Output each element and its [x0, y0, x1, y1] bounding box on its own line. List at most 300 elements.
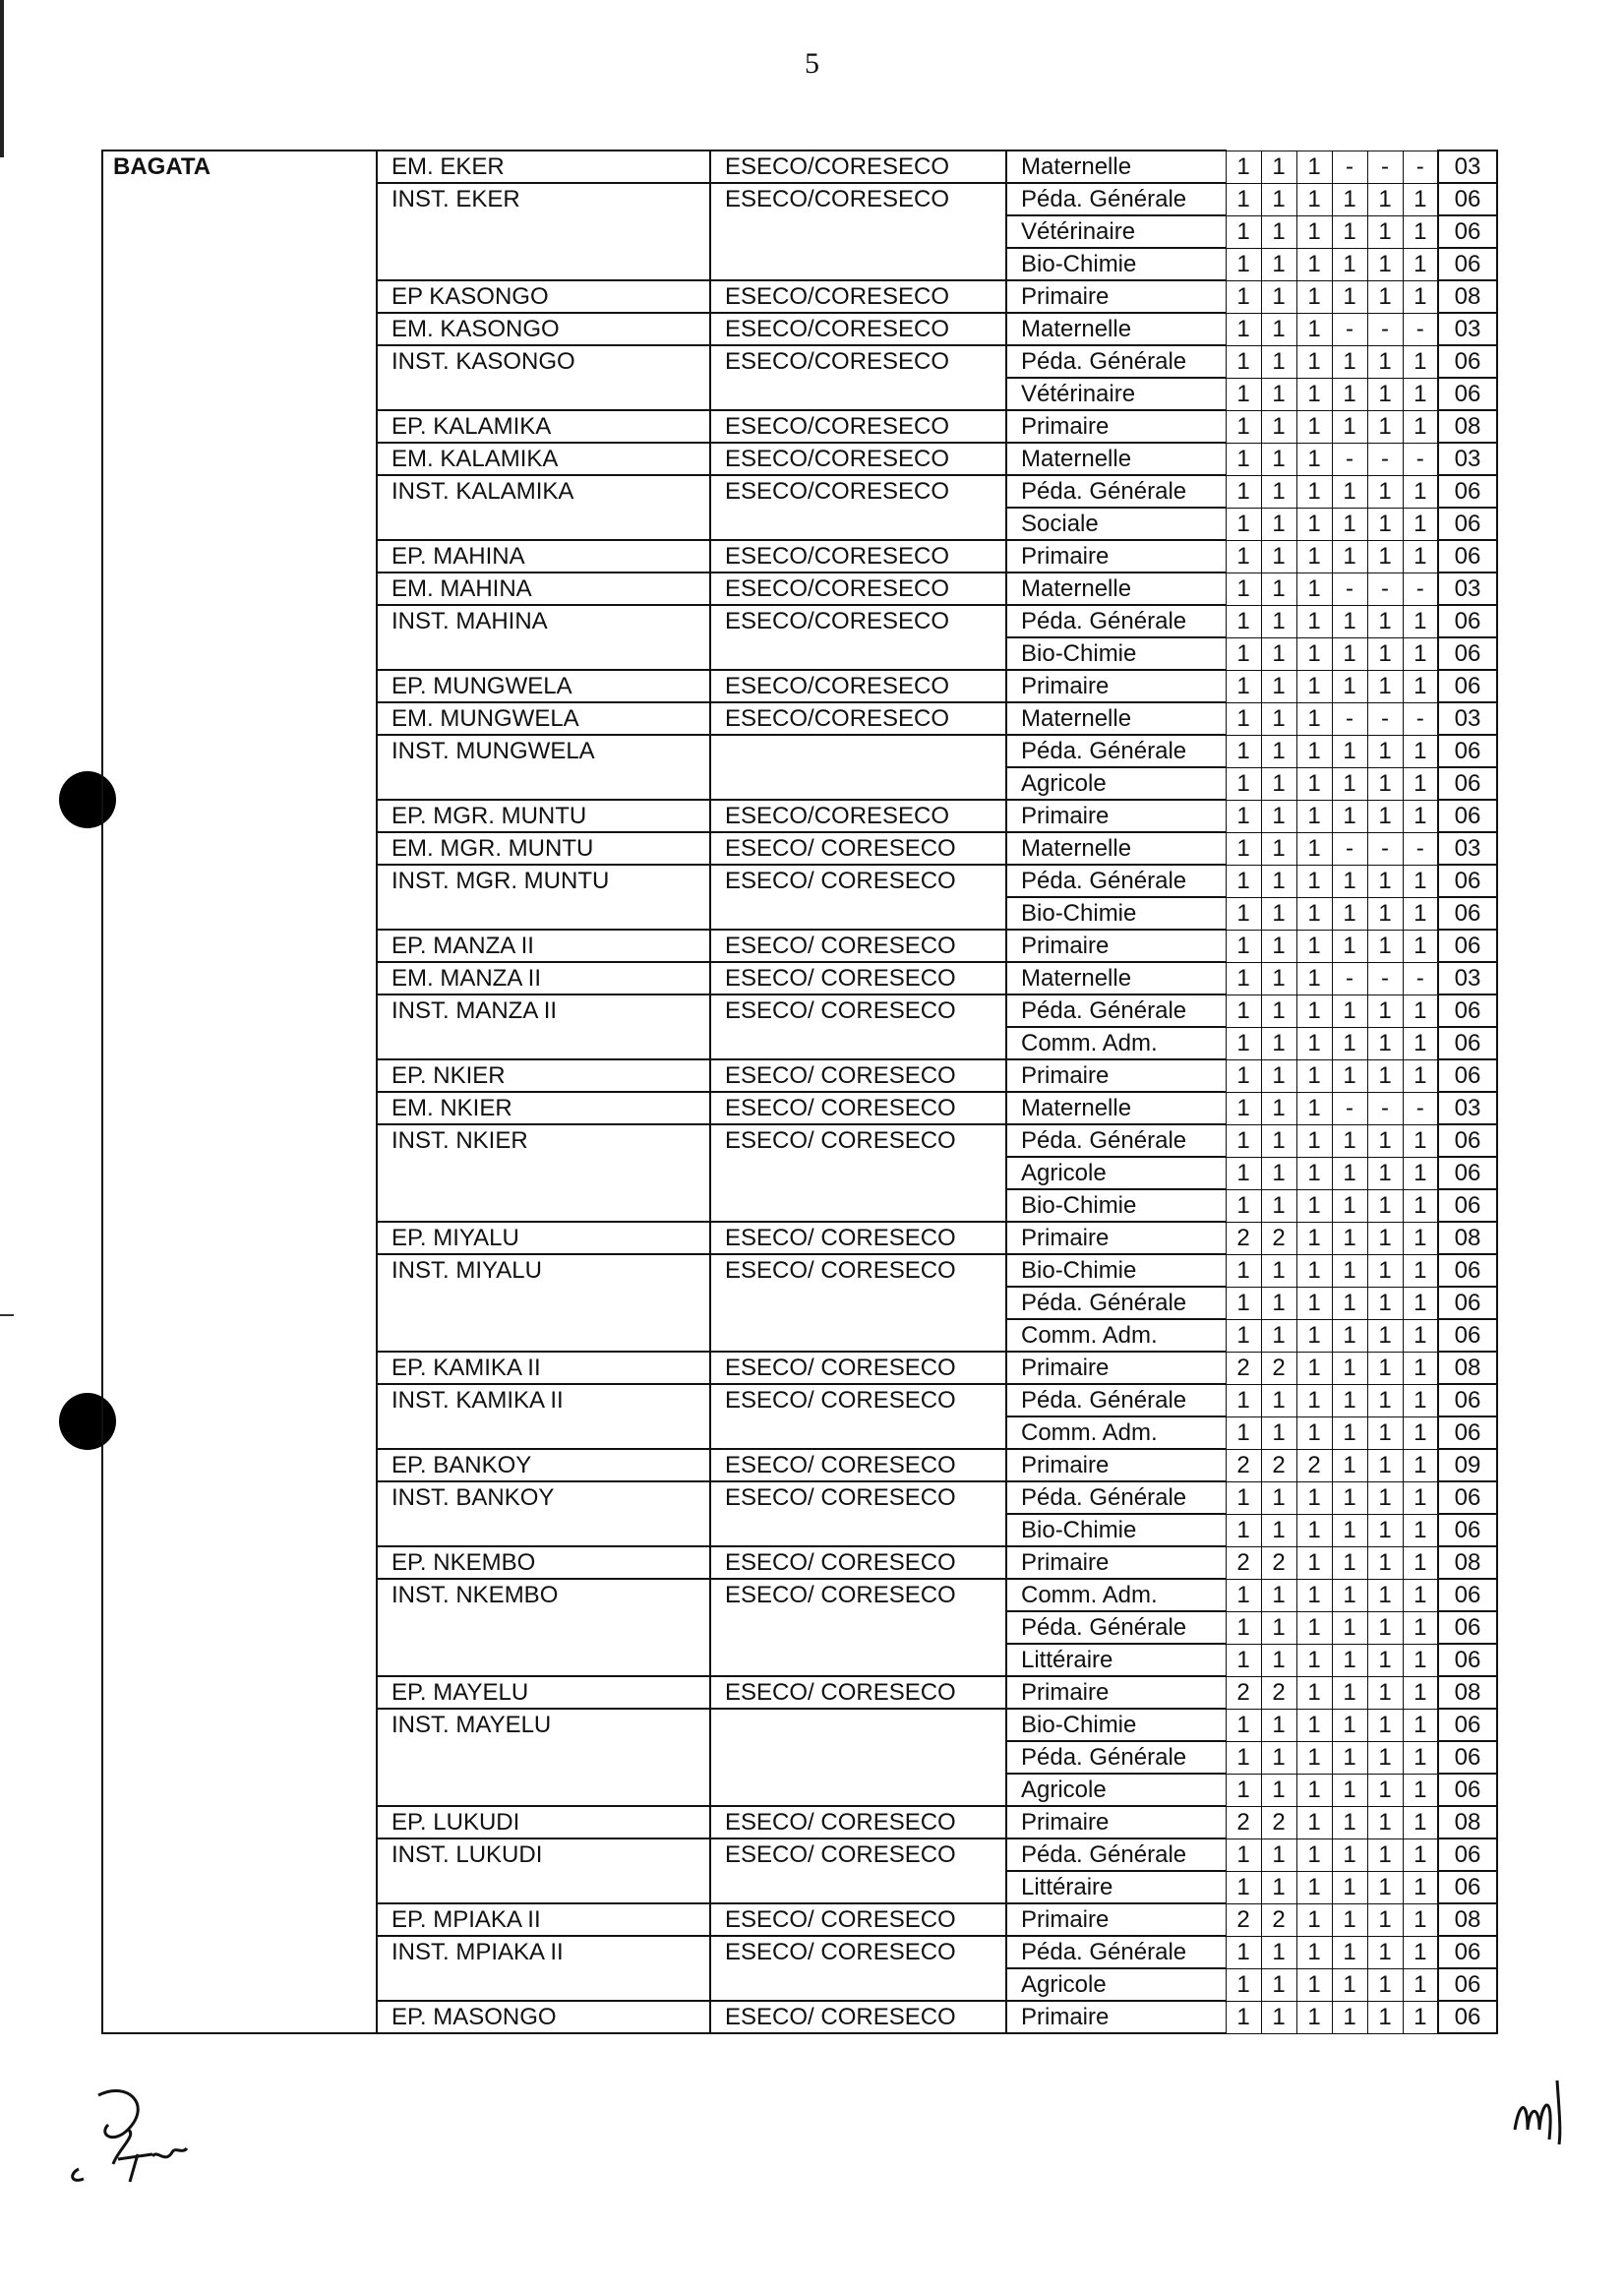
- class-count-cell: 2: [1261, 1222, 1296, 1254]
- class-count-cell: 1: [1296, 1092, 1332, 1124]
- class-count-cell: 1: [1226, 508, 1261, 540]
- class-count-cell: 1: [1226, 1579, 1261, 1611]
- class-count-cell: 1: [1403, 183, 1438, 215]
- class-count-cell: 1: [1332, 1481, 1367, 1514]
- school-name: EM. MGR. MUNTU: [377, 832, 710, 865]
- class-count-cell: 1: [1261, 1709, 1296, 1741]
- class-count-cell: 1: [1367, 215, 1403, 248]
- class-count-cell: 1: [1332, 248, 1367, 280]
- class-count-cell: 1: [1296, 280, 1332, 313]
- option-name: Péda. Générale: [1006, 475, 1226, 508]
- class-count-cell: 1: [1403, 1709, 1438, 1741]
- total-cell: 03: [1438, 313, 1497, 345]
- managing-body: ESECO/CORESECO: [710, 151, 1006, 183]
- managing-body: ESECO/ CORESECO: [710, 2001, 1006, 2033]
- class-count-cell: 1: [1332, 897, 1367, 930]
- class-count-cell: 1: [1403, 767, 1438, 800]
- class-count-cell: 1: [1296, 1319, 1332, 1352]
- class-count-cell: 1: [1296, 800, 1332, 832]
- class-count-cell: -: [1367, 313, 1403, 345]
- class-count-cell: 1: [1226, 1319, 1261, 1352]
- option-name: Vétérinaire: [1006, 215, 1226, 248]
- class-count-cell: -: [1332, 151, 1367, 183]
- class-count-cell: 1: [1226, 410, 1261, 443]
- class-count-cell: 1: [1403, 1611, 1438, 1644]
- class-count-cell: 2: [1261, 1903, 1296, 1936]
- option-name: Vétérinaire: [1006, 378, 1226, 410]
- class-count-cell: 1: [1367, 1384, 1403, 1416]
- class-count-cell: 1: [1261, 1092, 1296, 1124]
- managing-body: ESECO/ CORESECO: [710, 865, 1006, 930]
- class-count-cell: 1: [1367, 1741, 1403, 1774]
- class-count-cell: 1: [1367, 475, 1403, 508]
- class-count-cell: 1: [1332, 1384, 1367, 1416]
- option-name: Péda. Générale: [1006, 1741, 1226, 1774]
- class-count-cell: 1: [1296, 1774, 1332, 1806]
- total-cell: 08: [1438, 1546, 1497, 1579]
- class-count-cell: 1: [1296, 1644, 1332, 1676]
- class-count-cell: 1: [1332, 345, 1367, 378]
- school-name: EP. MIYALU: [377, 1222, 710, 1254]
- class-count-cell: 1: [1403, 345, 1438, 378]
- school-name: EM. EKER: [377, 151, 710, 183]
- class-count-cell: 1: [1261, 930, 1296, 962]
- roster-body: [102, 151, 1497, 2033]
- class-count-cell: 1: [1261, 1481, 1296, 1514]
- total-cell: 06: [1438, 1027, 1497, 1059]
- school-name: EP. MPIAKA II: [377, 1903, 710, 1936]
- class-count-cell: 1: [1296, 1124, 1332, 1157]
- total-cell: 06: [1438, 670, 1497, 702]
- school-name: EM. MUNGWELA: [377, 702, 710, 735]
- class-count-cell: 1: [1367, 1903, 1403, 1936]
- managing-body: ESECO/CORESECO: [710, 443, 1006, 475]
- class-count-cell: 1: [1261, 735, 1296, 767]
- class-count-cell: 1: [1226, 1514, 1261, 1546]
- class-count-cell: 1: [1296, 183, 1332, 215]
- total-cell: 06: [1438, 605, 1497, 637]
- class-count-cell: 1: [1296, 2001, 1332, 2033]
- class-count-cell: 1: [1332, 280, 1367, 313]
- class-count-cell: 1: [1367, 1222, 1403, 1254]
- option-name: Agricole: [1006, 1968, 1226, 2001]
- option-name: Primaire: [1006, 1059, 1226, 1092]
- class-count-cell: 1: [1367, 508, 1403, 540]
- total-cell: 06: [1438, 345, 1497, 378]
- class-count-cell: 1: [1332, 215, 1367, 248]
- option-name: Péda. Générale: [1006, 1124, 1226, 1157]
- school-name: EM. KASONGO: [377, 313, 710, 345]
- class-count-cell: 1: [1261, 832, 1296, 865]
- school-name: INST. MIYALU: [377, 1254, 710, 1352]
- school-name: INST. MAHINA: [377, 605, 710, 670]
- class-count-cell: 1: [1403, 1319, 1438, 1352]
- class-count-cell: 1: [1261, 313, 1296, 345]
- school-name: EM. MAHINA: [377, 572, 710, 605]
- class-count-cell: 1: [1332, 378, 1367, 410]
- class-count-cell: -: [1332, 832, 1367, 865]
- school-name: EP. MUNGWELA: [377, 670, 710, 702]
- class-count-cell: 1: [1261, 800, 1296, 832]
- class-count-cell: 1: [1261, 1936, 1296, 1968]
- class-count-cell: 1: [1403, 508, 1438, 540]
- class-count-cell: 1: [1367, 1124, 1403, 1157]
- total-cell: 06: [1438, 1838, 1497, 1871]
- total-cell: 06: [1438, 1579, 1497, 1611]
- option-name: Primaire: [1006, 1222, 1226, 1254]
- class-count-cell: 1: [1296, 572, 1332, 605]
- school-name: INST. MAYELU: [377, 1709, 710, 1806]
- class-count-cell: 1: [1261, 1416, 1296, 1449]
- class-count-cell: 2: [1261, 1546, 1296, 1579]
- class-count-cell: 1: [1332, 1644, 1367, 1676]
- option-name: Primaire: [1006, 1352, 1226, 1384]
- class-count-cell: -: [1403, 313, 1438, 345]
- class-count-cell: 1: [1261, 1384, 1296, 1416]
- class-count-cell: 1: [1261, 183, 1296, 215]
- class-count-cell: 1: [1296, 1936, 1332, 1968]
- class-count-cell: 1: [1226, 735, 1261, 767]
- class-count-cell: 1: [1296, 248, 1332, 280]
- class-count-cell: 1: [1296, 1287, 1332, 1319]
- class-count-cell: 1: [1296, 962, 1332, 994]
- class-count-cell: 1: [1403, 1222, 1438, 1254]
- class-count-cell: 1: [1261, 702, 1296, 735]
- option-name: Maternelle: [1006, 572, 1226, 605]
- option-name: Péda. Générale: [1006, 345, 1226, 378]
- managing-body: ESECO/ CORESECO: [710, 1352, 1006, 1384]
- class-count-cell: 1: [1403, 1936, 1438, 1968]
- class-count-cell: 1: [1261, 1027, 1296, 1059]
- class-count-cell: 2: [1226, 1449, 1261, 1481]
- class-count-cell: 1: [1226, 215, 1261, 248]
- class-count-cell: 1: [1403, 1059, 1438, 1092]
- class-count-cell: 1: [1332, 670, 1367, 702]
- class-count-cell: 1: [1332, 540, 1367, 572]
- class-count-cell: 1: [1226, 1254, 1261, 1287]
- class-count-cell: 1: [1296, 1027, 1332, 1059]
- school-name: INST. KAMIKA II: [377, 1384, 710, 1449]
- class-count-cell: 1: [1296, 1676, 1332, 1709]
- class-count-cell: 1: [1261, 1514, 1296, 1546]
- class-count-cell: 1: [1367, 800, 1403, 832]
- class-count-cell: 1: [1296, 702, 1332, 735]
- option-name: Primaire: [1006, 930, 1226, 962]
- managing-body: ESECO/CORESECO: [710, 345, 1006, 410]
- total-cell: 06: [1438, 1189, 1497, 1222]
- class-count-cell: 1: [1367, 767, 1403, 800]
- option-name: Maternelle: [1006, 702, 1226, 735]
- class-count-cell: 1: [1261, 475, 1296, 508]
- class-count-cell: 1: [1403, 1449, 1438, 1481]
- class-count-cell: 1: [1332, 1319, 1367, 1352]
- managing-body: ESECO/ CORESECO: [710, 1546, 1006, 1579]
- option-name: Péda. Générale: [1006, 605, 1226, 637]
- class-count-cell: 1: [1226, 2001, 1261, 2033]
- school-name: INST. KASONGO: [377, 345, 710, 410]
- option-name: Primaire: [1006, 2001, 1226, 2033]
- class-count-cell: 1: [1403, 1287, 1438, 1319]
- class-count-cell: 1: [1296, 151, 1332, 183]
- class-count-cell: -: [1403, 572, 1438, 605]
- total-cell: 06: [1438, 1871, 1497, 1903]
- class-count-cell: 1: [1403, 1514, 1438, 1546]
- class-count-cell: 1: [1226, 1644, 1261, 1676]
- class-count-cell: 1: [1226, 345, 1261, 378]
- managing-body: ESECO/CORESECO: [710, 670, 1006, 702]
- class-count-cell: 1: [1332, 1838, 1367, 1871]
- class-count-cell: 2: [1226, 1903, 1261, 1936]
- total-cell: 06: [1438, 248, 1497, 280]
- class-count-cell: 1: [1296, 508, 1332, 540]
- class-count-cell: 1: [1296, 1709, 1332, 1741]
- school-name: INST. KALAMIKA: [377, 475, 710, 540]
- class-count-cell: 1: [1403, 1124, 1438, 1157]
- total-cell: 08: [1438, 280, 1497, 313]
- total-cell: 03: [1438, 1092, 1497, 1124]
- class-count-cell: 1: [1261, 1059, 1296, 1092]
- class-count-cell: 1: [1226, 637, 1261, 670]
- managing-body: ESECO/CORESECO: [710, 313, 1006, 345]
- class-count-cell: -: [1367, 443, 1403, 475]
- class-count-cell: 1: [1226, 1709, 1261, 1741]
- class-count-cell: 1: [1403, 1644, 1438, 1676]
- class-count-cell: 1: [1332, 1059, 1367, 1092]
- total-cell: 06: [1438, 1319, 1497, 1352]
- class-count-cell: 1: [1367, 1546, 1403, 1579]
- managing-body: ESECO/ CORESECO: [710, 832, 1006, 865]
- total-cell: 06: [1438, 1514, 1497, 1546]
- class-count-cell: 1: [1261, 1287, 1296, 1319]
- class-count-cell: 1: [1296, 1384, 1332, 1416]
- total-cell: 06: [1438, 508, 1497, 540]
- class-count-cell: 1: [1296, 1806, 1332, 1838]
- class-count-cell: 1: [1403, 1384, 1438, 1416]
- class-count-cell: 1: [1332, 605, 1367, 637]
- class-count-cell: 1: [1403, 735, 1438, 767]
- total-cell: 03: [1438, 702, 1497, 735]
- managing-body: ESECO/ CORESECO: [710, 1838, 1006, 1903]
- class-count-cell: 1: [1296, 865, 1332, 897]
- school-name: INST. NKEMBO: [377, 1579, 710, 1676]
- class-count-cell: 1: [1332, 1124, 1367, 1157]
- class-count-cell: 1: [1261, 151, 1296, 183]
- total-cell: 06: [1438, 767, 1497, 800]
- class-count-cell: 1: [1403, 2001, 1438, 2033]
- class-count-cell: 2: [1226, 1546, 1261, 1579]
- class-count-cell: 1: [1226, 1741, 1261, 1774]
- class-count-cell: 1: [1332, 410, 1367, 443]
- class-count-cell: 1: [1332, 183, 1367, 215]
- school-name: EP. MANZA II: [377, 930, 710, 962]
- class-count-cell: 1: [1403, 1579, 1438, 1611]
- class-count-cell: 1: [1332, 1903, 1367, 1936]
- school-name: INST. MANZA II: [377, 994, 710, 1059]
- school-name: INST. EKER: [377, 183, 710, 280]
- class-count-cell: 1: [1403, 994, 1438, 1027]
- class-count-cell: 1: [1367, 1027, 1403, 1059]
- class-count-cell: 1: [1296, 605, 1332, 637]
- total-cell: 06: [1438, 1741, 1497, 1774]
- option-name: Bio-Chimie: [1006, 248, 1226, 280]
- class-count-cell: 1: [1403, 930, 1438, 962]
- class-count-cell: 1: [1332, 1546, 1367, 1579]
- class-count-cell: 1: [1226, 1384, 1261, 1416]
- class-count-cell: 1: [1296, 1611, 1332, 1644]
- class-count-cell: 1: [1296, 1903, 1332, 1936]
- option-name: Primaire: [1006, 280, 1226, 313]
- class-count-cell: 1: [1226, 897, 1261, 930]
- class-count-cell: 1: [1367, 2001, 1403, 2033]
- class-count-cell: 1: [1226, 1189, 1261, 1222]
- total-cell: 06: [1438, 1709, 1497, 1741]
- total-cell: 06: [1438, 1059, 1497, 1092]
- school-roster-table: [101, 150, 1498, 2034]
- total-cell: 06: [1438, 378, 1497, 410]
- school-name: EP. MASONGO: [377, 2001, 710, 2033]
- total-cell: 06: [1438, 1774, 1497, 1806]
- school-name: EP. MAYELU: [377, 1676, 710, 1709]
- class-count-cell: 1: [1332, 1709, 1367, 1741]
- class-count-cell: -: [1403, 702, 1438, 735]
- class-count-cell: -: [1332, 572, 1367, 605]
- class-count-cell: 1: [1261, 443, 1296, 475]
- managing-body: ESECO/ CORESECO: [710, 1124, 1006, 1222]
- class-count-cell: 1: [1332, 735, 1367, 767]
- option-name: Comm. Adm.: [1006, 1579, 1226, 1611]
- managing-body: [710, 1709, 1006, 1806]
- class-count-cell: 1: [1261, 865, 1296, 897]
- class-count-cell: 1: [1226, 280, 1261, 313]
- total-cell: 08: [1438, 1806, 1497, 1838]
- option-name: Agricole: [1006, 767, 1226, 800]
- option-name: Maternelle: [1006, 443, 1226, 475]
- option-name: Péda. Générale: [1006, 1611, 1226, 1644]
- option-name: Bio-Chimie: [1006, 1254, 1226, 1287]
- class-count-cell: 1: [1403, 1871, 1438, 1903]
- class-count-cell: 1: [1403, 1903, 1438, 1936]
- total-cell: 06: [1438, 1936, 1497, 1968]
- class-count-cell: 1: [1367, 1774, 1403, 1806]
- class-count-cell: 1: [1296, 735, 1332, 767]
- option-name: Maternelle: [1006, 962, 1226, 994]
- class-count-cell: 1: [1261, 767, 1296, 800]
- managing-body: ESECO/ CORESECO: [710, 1384, 1006, 1449]
- class-count-cell: 1: [1226, 1092, 1261, 1124]
- page-edge-mark: [0, 0, 4, 157]
- handwritten-signature-left: [59, 2076, 216, 2184]
- managing-body: ESECO/ CORESECO: [710, 994, 1006, 1059]
- class-count-cell: 2: [1226, 1676, 1261, 1709]
- class-count-cell: 1: [1367, 1157, 1403, 1189]
- class-count-cell: 1: [1261, 248, 1296, 280]
- class-count-cell: 1: [1226, 1871, 1261, 1903]
- class-count-cell: 1: [1367, 1514, 1403, 1546]
- total-cell: 06: [1438, 183, 1497, 215]
- managing-body: ESECO/CORESECO: [710, 280, 1006, 313]
- school-name: EM. MANZA II: [377, 962, 710, 994]
- class-count-cell: 1: [1332, 1222, 1367, 1254]
- option-name: Primaire: [1006, 540, 1226, 572]
- managing-body: ESECO/ CORESECO: [710, 1254, 1006, 1352]
- managing-body: ESECO/CORESECO: [710, 572, 1006, 605]
- class-count-cell: 1: [1261, 1741, 1296, 1774]
- total-cell: 03: [1438, 151, 1497, 183]
- managing-body: ESECO/CORESECO: [710, 800, 1006, 832]
- class-count-cell: -: [1367, 1092, 1403, 1124]
- managing-body: ESECO/CORESECO: [710, 183, 1006, 280]
- class-count-cell: 1: [1332, 800, 1367, 832]
- managing-body: ESECO/ CORESECO: [710, 1676, 1006, 1709]
- managing-body: [710, 735, 1006, 800]
- class-count-cell: 1: [1367, 1871, 1403, 1903]
- class-count-cell: 1: [1403, 410, 1438, 443]
- option-name: Littéraire: [1006, 1644, 1226, 1676]
- total-cell: 06: [1438, 540, 1497, 572]
- class-count-cell: 1: [1296, 1546, 1332, 1579]
- class-count-cell: 1: [1403, 800, 1438, 832]
- class-count-cell: 1: [1403, 1352, 1438, 1384]
- class-count-cell: 1: [1367, 897, 1403, 930]
- class-count-cell: 1: [1226, 1027, 1261, 1059]
- option-name: Sociale: [1006, 508, 1226, 540]
- total-cell: 06: [1438, 215, 1497, 248]
- class-count-cell: -: [1332, 443, 1367, 475]
- class-count-cell: 1: [1296, 930, 1332, 962]
- option-name: Maternelle: [1006, 151, 1226, 183]
- managing-body: ESECO/ CORESECO: [710, 1092, 1006, 1124]
- option-name: Primaire: [1006, 1546, 1226, 1579]
- class-count-cell: -: [1367, 151, 1403, 183]
- class-count-cell: 1: [1296, 1059, 1332, 1092]
- class-count-cell: 1: [1296, 215, 1332, 248]
- class-count-cell: 1: [1332, 767, 1367, 800]
- class-count-cell: 1: [1367, 410, 1403, 443]
- option-name: Agricole: [1006, 1157, 1226, 1189]
- class-count-cell: 1: [1403, 1481, 1438, 1514]
- class-count-cell: 1: [1367, 1059, 1403, 1092]
- class-count-cell: 2: [1261, 1449, 1296, 1481]
- class-count-cell: 1: [1403, 1968, 1438, 2001]
- managing-body: ESECO/CORESECO: [710, 410, 1006, 443]
- option-name: Péda. Générale: [1006, 1287, 1226, 1319]
- fold-mark: [0, 1314, 14, 1316]
- school-name: EP. KAMIKA II: [377, 1352, 710, 1384]
- option-name: Primaire: [1006, 670, 1226, 702]
- class-count-cell: -: [1332, 1092, 1367, 1124]
- class-count-cell: 1: [1367, 637, 1403, 670]
- class-count-cell: -: [1403, 151, 1438, 183]
- class-count-cell: 1: [1367, 1806, 1403, 1838]
- total-cell: 06: [1438, 800, 1497, 832]
- school-name: INST. LUKUDI: [377, 1838, 710, 1903]
- class-count-cell: 1: [1226, 540, 1261, 572]
- class-count-cell: 2: [1226, 1806, 1261, 1838]
- class-count-cell: 1: [1226, 605, 1261, 637]
- option-name: Péda. Générale: [1006, 994, 1226, 1027]
- class-count-cell: 1: [1403, 248, 1438, 280]
- class-count-cell: 1: [1226, 702, 1261, 735]
- class-count-cell: 1: [1296, 1968, 1332, 2001]
- managing-body: ESECO/ CORESECO: [710, 1059, 1006, 1092]
- class-count-cell: 1: [1367, 183, 1403, 215]
- class-count-cell: 1: [1332, 475, 1367, 508]
- class-count-cell: 2: [1261, 1352, 1296, 1384]
- class-count-cell: 1: [1226, 475, 1261, 508]
- class-count-cell: 1: [1332, 1157, 1367, 1189]
- class-count-cell: 1: [1332, 1287, 1367, 1319]
- class-count-cell: 1: [1296, 1157, 1332, 1189]
